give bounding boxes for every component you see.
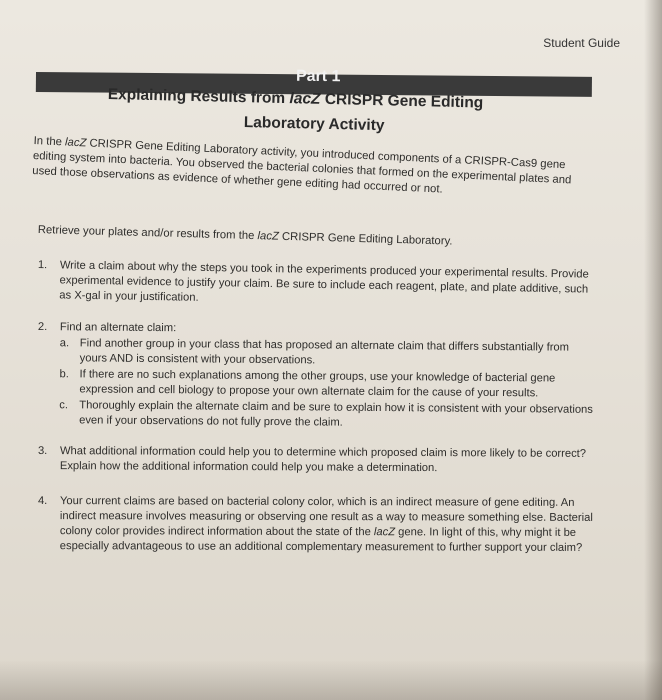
question-1 bbox=[37, 258, 598, 313]
question-2c-text: Thoroughly explain the alternate claim and be sure to explain how it is consistent with your observations even if your observations do not fully prove the claim. bbox=[79, 399, 593, 429]
question-1-number: 1. bbox=[37, 258, 48, 272]
question-2a-text: Find another group in your class that has proposed an alternate claim that differs substantially from yours AND is consistent with your observations. bbox=[79, 337, 570, 367]
question-2b-letter: b. bbox=[59, 368, 69, 381]
question-2-text: Find an alternate claim: bbox=[59, 321, 177, 335]
question-3 bbox=[38, 444, 598, 477]
page-bottom-shadow bbox=[0, 660, 662, 700]
section-title-line1: Explaining Results from lacZ CRISPR Gene Editing bbox=[107, 86, 484, 112]
question-1-text: Write a claim about why the steps you took in the experiments produced your experimental results. Provide experimental evidence to justify your claim. Be sure to include each reagent, plate, and plate additive, such as X-gal in your justification. bbox=[59, 259, 589, 304]
question-2c-letter: c. bbox=[59, 399, 69, 412]
retrieve-instruction: Retrieve your plates and/or results from the lacZ CRISPR Gene Editing Laboratory. bbox=[37, 224, 453, 248]
question-2b-text: If there are no such explanations among the other groups, use your knowledge of bacterial gene expression and cell biology to propose your own alternate claim for the cause of your results. bbox=[79, 368, 556, 400]
question-list bbox=[38, 258, 598, 554]
intro-paragraph: In the lacZ CRISPR Gene Editing Laboratory activity, you introduced components of a CRISPR-Cas9 gene editing system into bacteria. You observed the bacterial colonies that formed on the experimental plates and used those observations as evidence of whether gene editing had occurred or not. bbox=[32, 134, 572, 196]
question-2b bbox=[59, 367, 597, 402]
question-3-number: 3. bbox=[37, 445, 48, 458]
question-3-text: What additional information could help you to determine which proposed claim is more likely to be correct? Explain how the additional information could help you make a determination. bbox=[59, 445, 587, 475]
question-4 bbox=[38, 494, 598, 556]
question-2 bbox=[37, 320, 598, 433]
question-4-text: Your current claims are based on bacterial colony color, which is an indirect measure of gene editing. An indirect measure involves measuring or observing one result as a way to measure something else. Bacterial colony color provides indirect information about the state of the lacZ gene. In light of this, why might it be especially advantageous to use an additional complementary measurement to further support your claim? bbox=[59, 495, 593, 554]
question-4-number: 4. bbox=[37, 495, 48, 508]
section-title-line2: Laboratory Activity bbox=[243, 114, 385, 135]
question-2a bbox=[60, 336, 598, 371]
question-2-number: 2. bbox=[37, 320, 48, 334]
student-guide-label: Student Guide bbox=[543, 36, 620, 50]
question-2c bbox=[59, 398, 597, 433]
question-2a-letter: a. bbox=[59, 337, 70, 350]
page-edge-shadow bbox=[644, 0, 662, 700]
part-label: Part 1 bbox=[295, 67, 341, 86]
